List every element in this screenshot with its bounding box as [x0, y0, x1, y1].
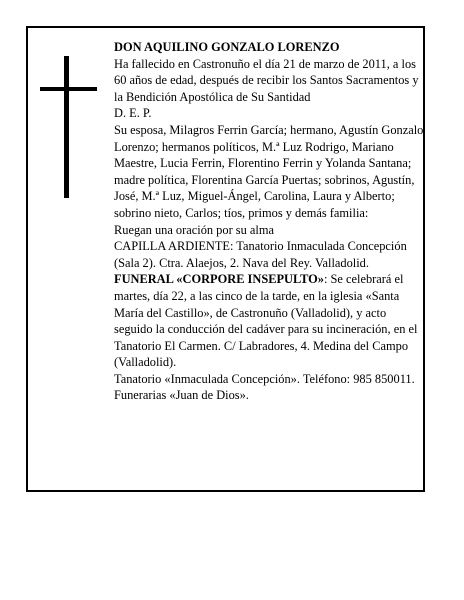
- deceased-name: DON AQUILINO GONZALO LORENZO: [114, 40, 340, 54]
- prayer-request: Ruegan una oración por su alma: [114, 222, 274, 237]
- cross-horizontal-bar: [40, 87, 97, 91]
- obituary-notice: [26, 26, 425, 492]
- funeral-details: : Se celebrará el martes, día 22, a las cinco de la tarde, en la iglesia «Santa María del Castillo», de Castronuño (Valladolid), y acto seguido la conducción del cadáver para su incineración, en el Tanatorio El Carmen. C/ Labradores, 4. Medina del Campo (Valladolid).: [114, 272, 418, 370]
- cross-vertical-bar: [64, 56, 69, 198]
- notice-body: [114, 39, 424, 404]
- chapel-info: CAPILLA ARDIENTE: Tanatorio Inmaculada Concepción (Sala 2). Ctra. Alaejos, 2. Nava del Rey. Valladolid.: [114, 239, 407, 270]
- family-list: Su esposa, Milagros Ferrin García; hermano, Agustín Gonzalo Lorenzo; hermanos políticos, M.ª Luz Rodrigo, Mariano Maestre, Lucia Ferrin, Florentino Ferrin y Yolanda Santana; madre política, Florentina García Puertas; sobrinos, Agustín, José, M.ª Luz, Miguel-Ángel, Carolina, Laura y Alberto; sobrino nieto, Carlos; tíos, primos y demás familia:: [114, 122, 424, 220]
- funeral-info: [114, 271, 424, 371]
- death-announcement: Ha fallecido en Castronuño el día 21 de marzo de 2011, a los 60 años de edad, después de recibir los Santos Sacramentos y la Bendición Apostólica de Su Santidad: [114, 56, 419, 104]
- dep-line: D. E. P.: [114, 106, 152, 121]
- funeral-label: FUNERAL «CORPORE INSEPULTO»: [114, 272, 324, 287]
- contact-info: Tanatorio «Inmaculada Concepción». Teléfono: 985 850011. Funerarias «Juan de Dios».: [114, 371, 415, 403]
- cross-icon: [28, 28, 108, 228]
